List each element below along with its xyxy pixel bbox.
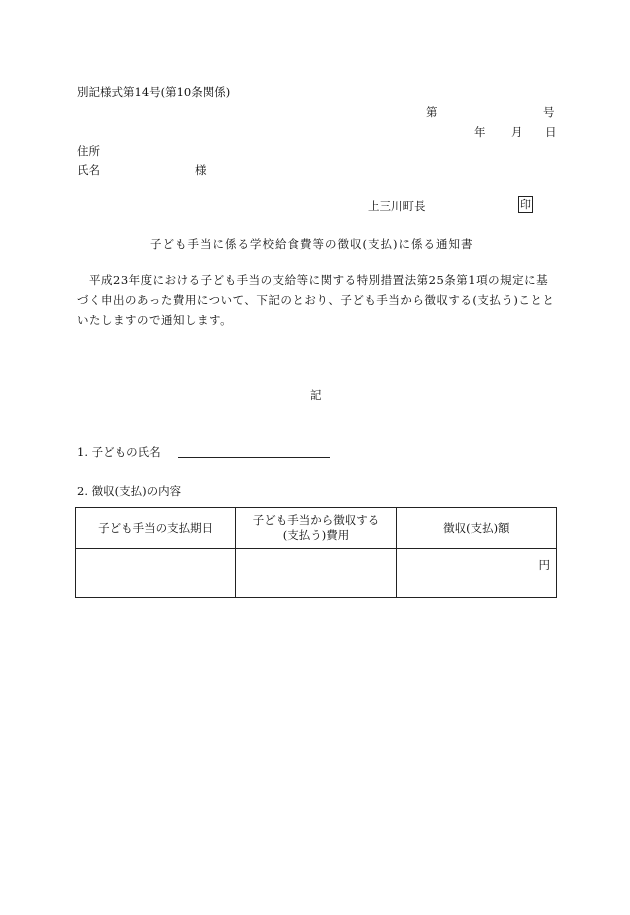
body-paragraph: 平成23年度における子ども手当の支給等に関する特別措置法第25条第1項の規定に基づく申出のあった費用について、下記のとおり、子ども手当から徴収する(支払う)ことといたしますので通知します。 [77,273,555,327]
child-name-underline [178,457,330,458]
document-title: 子ども手当に係る学校給食費等の徴収(支払)に係る通知書 [150,237,474,251]
document-number-suffix: 号 [543,105,555,119]
header-collected-expense [236,508,396,549]
cell-collected-expense [236,549,396,598]
item2-collection-label: 2. 徴収(支払)の内容 [77,484,182,498]
date-month-label: 月 [511,125,523,139]
issuer-name: 上三川町長 [368,199,426,213]
form-number-label: 別記様式第14号(第10条関係) [77,85,231,99]
recipient-name-label: 氏名 [77,163,100,177]
date-day-label: 日 [545,125,557,139]
cell-amount-yen: 円 [396,549,556,598]
header-payment-date: 子ども手当の支払期日 [76,508,236,549]
seal-stamp: 印 [520,198,531,211]
header-collected-expense-line2: (支払う)費用 [282,528,350,542]
table-header-row [76,508,557,549]
date-year-label: 年 [474,125,486,139]
recipient-address-label: 住所 [77,144,100,158]
recipient-honorific: 様 [195,163,207,177]
item1-child-name-label: 1. 子どもの氏名 [77,445,161,459]
collection-details-table [75,507,557,598]
ki-heading: 記 [310,388,322,402]
cell-payment-date [76,549,236,598]
header-collected-expense-line1: 子ども手当から徴収する [252,513,380,527]
table-row [76,549,557,598]
document-number-prefix: 第 [426,105,438,119]
header-collected-amount: 徴収(支払)額 [396,508,556,549]
